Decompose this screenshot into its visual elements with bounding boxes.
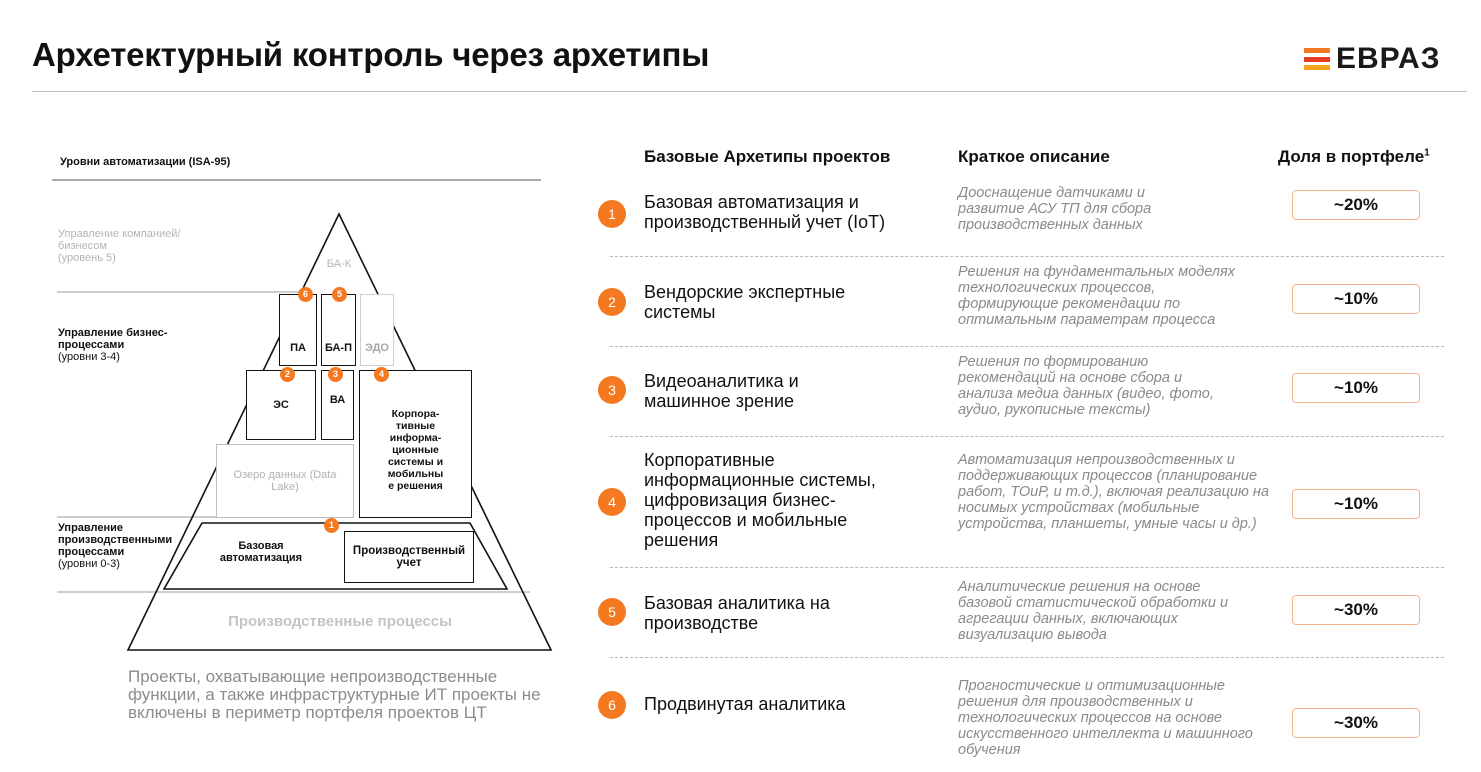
evraz-logo: [1304, 44, 1441, 74]
row-number-badge: 6: [598, 691, 626, 719]
archetype-row: [598, 574, 1444, 654]
box-edo: ЭДО: [360, 294, 394, 366]
row-number-badge: 3: [598, 376, 626, 404]
archetype-row: [598, 352, 1444, 432]
level-0-3: Управление производственными процессами (уровни 0-3): [58, 522, 173, 570]
row-separator: [610, 657, 1444, 658]
portfolio-share: ~30%: [1292, 708, 1420, 738]
logo-text: ЕВРАЗ: [1336, 42, 1441, 75]
box-bap: БА-П: [321, 294, 356, 366]
box-pa: ПА: [279, 294, 317, 366]
box-data-lake: Озеро данных (Data Lake): [216, 444, 354, 518]
portfolio-share: ~10%: [1292, 489, 1420, 519]
badge-3: 3: [328, 367, 343, 382]
badge-2: 2: [280, 367, 295, 382]
archetype-row: [598, 664, 1444, 768]
row-separator: [610, 436, 1444, 437]
box-base-automation: Базовая автоматизация: [219, 540, 303, 564]
badge-6: 6: [298, 287, 313, 302]
portfolio-share: ~30%: [1292, 595, 1420, 625]
archetype-name: Базовая автоматизация и производственный учет (IoT): [644, 192, 886, 232]
row-number-badge: 4: [598, 488, 626, 516]
box-es: ЭС: [246, 370, 316, 440]
row-separator: [610, 256, 1444, 257]
archetype-name: Базовая аналитика на производстве: [644, 593, 830, 633]
box-va: ВА: [321, 370, 354, 440]
portfolio-share: ~10%: [1292, 373, 1420, 403]
archetype-description: Дооснащение датчиками и развитие АСУ ТП для сбора производственных данных: [958, 185, 1152, 233]
badge-1: 1: [324, 518, 339, 533]
archetype-description: Автоматизация непроизводственных и поддерживающих процессов (планирование работ, ТОиР, и т.д.), включая реализацию на носимых устройствах (мобильные устройства, планшеты, умные часы и др.): [958, 452, 1269, 532]
col-header-share: Доля в портфеле$^1$: [1278, 147, 1430, 166]
badge-4: 4: [374, 367, 389, 382]
row-separator: [610, 567, 1444, 568]
page-title: Архетектурный контроль через архетипы: [32, 36, 710, 73]
box-bak: БА-К: [326, 258, 352, 270]
archetype-description: Решения на фундаментальных моделях технологических процессов, формирующие рекомендации по оптимальным параметрам процесса: [958, 264, 1235, 328]
archetype-name: Вендорские экспертные системы: [644, 282, 846, 322]
pyramid-heading: Уровни автоматизации (ISA-95): [60, 156, 231, 168]
archetype-name: Корпоративные информационные системы, цифровизация бизнес-процессов и мобильные решения: [644, 450, 876, 550]
production-processes-label: Производственные процессы: [228, 613, 452, 630]
archetype-description: Прогностические и оптимизационные решения для производственных и технологических процессов на основе искусственного интеллекта и машинного обучения: [958, 678, 1253, 758]
row-number-badge: 5: [598, 598, 626, 626]
archetype-row: [598, 262, 1444, 342]
archetype-description: Аналитические решения на основе базовой статистической обработки и агрегации данных, включающих визуализацию вывода: [958, 579, 1229, 643]
row-number-badge: 1: [598, 200, 626, 228]
archetype-row: [598, 442, 1444, 564]
badge-5: 5: [332, 287, 347, 302]
row-separator: [610, 346, 1444, 347]
box-corp-systems: Корпора-тивные информа-ционные системы и мобильные решения: [359, 370, 472, 518]
level-3-4: Управление бизнес-процессами (уровни 3-4): [58, 327, 168, 363]
row-number-badge: 2: [598, 288, 626, 316]
archetype-description: Решения по формированию рекомендаций на основе сбора и анализа медиа данных (видео, фото, аудио, рукописные тексты): [958, 354, 1214, 418]
col-header-name: Базовые Архетипы проектов: [644, 147, 891, 166]
level-5: Управление компанией/ бизнесом (уровень 5): [58, 228, 181, 264]
portfolio-share: ~10%: [1292, 284, 1420, 314]
logo-bars-icon: [1304, 48, 1330, 70]
archetype-row: [598, 180, 1444, 250]
scope-note: Проекты, охватывающие непроизводственные функции, а также инфраструктурные ИТ проекты не включены в периметр портфеля проектов ЦТ: [128, 667, 541, 722]
archetype-name: Видеоаналитика и машинное зрение: [644, 371, 799, 411]
archetype-name: Продвинутая аналитика: [644, 694, 846, 714]
portfolio-share: ~20%: [1292, 190, 1420, 220]
box-production-accounting: Производственный учет: [344, 531, 474, 583]
col-header-desc: Краткое описание: [958, 147, 1110, 166]
